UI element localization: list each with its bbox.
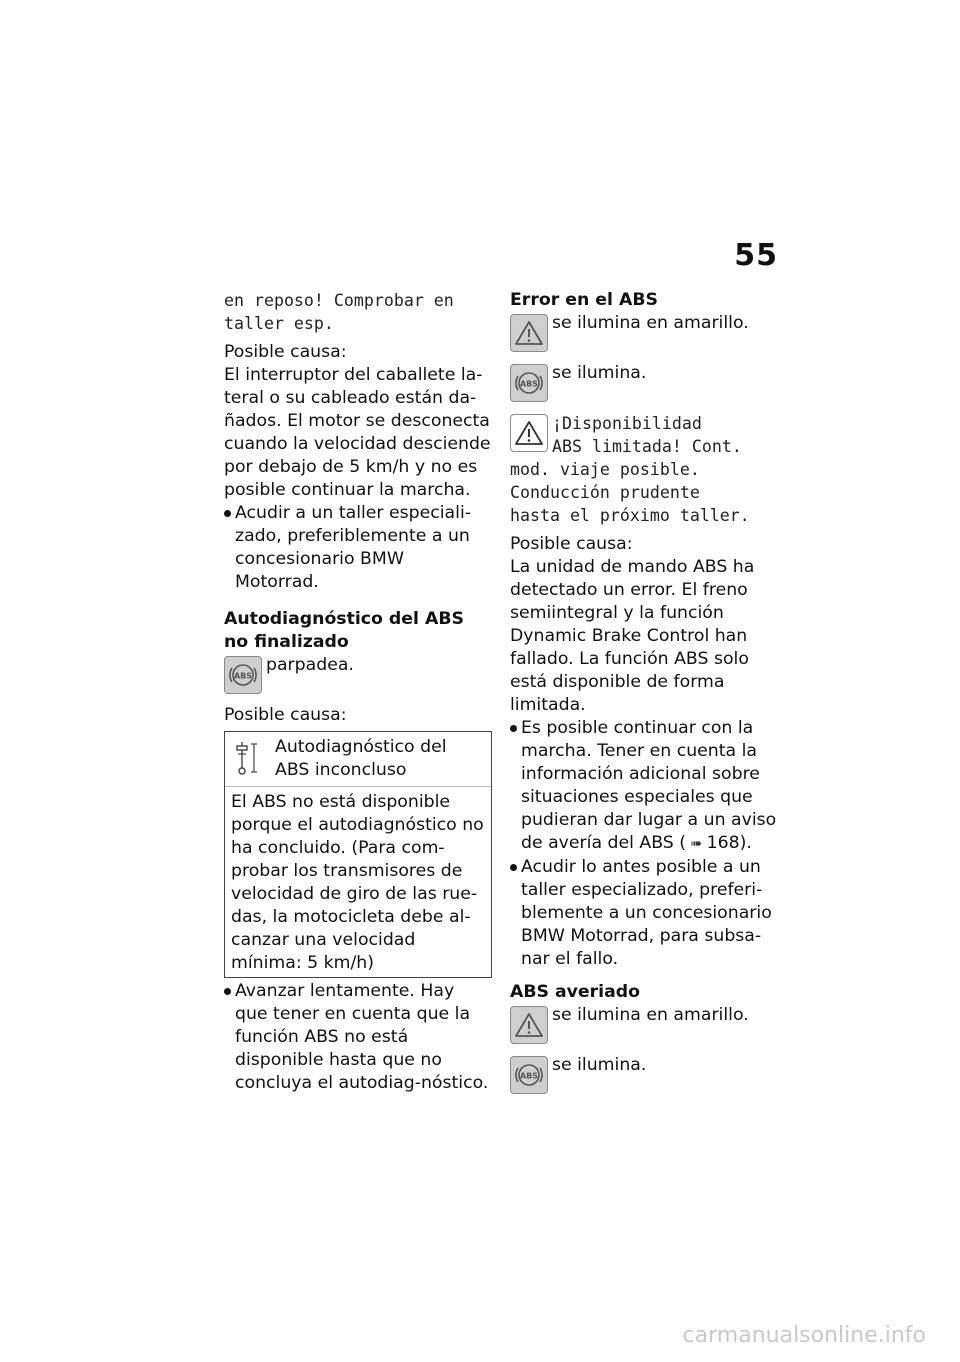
- abs-indicator-text: se ilumina.: [552, 363, 647, 383]
- warning-indicator-row: [510, 312, 780, 352]
- abs-icon: [224, 656, 262, 694]
- watermark: carmanualsonline.info: [682, 1323, 926, 1348]
- display-message-line: Conducción prudente: [510, 483, 700, 502]
- warning-triangle-icon: [510, 314, 548, 352]
- display-message-line: ABS limitada! Cont.: [552, 437, 742, 456]
- warning-triangle-icon: [510, 414, 548, 452]
- section-heading: ABS averiado: [510, 982, 641, 1002]
- cause-label: Posible causa:: [224, 705, 347, 725]
- abs-indicator-row: [224, 654, 492, 694]
- cause-text: El interruptor del caballete la-teral o su cableado están da-ñados. El motor se desconecta cuando la velocidad desciende por debajo de 5 km/h y no es posible continuar la marcha.: [224, 365, 491, 500]
- section-heading: Error en el ABS: [510, 290, 658, 310]
- left-column: [224, 289, 492, 1095]
- abs-indicator-text: se ilumina.: [552, 1055, 647, 1075]
- bullet-item: Es posible continuar con la marcha. Tener en cuenta la información adicional sobre situaciones especiales que pudieran dar lugar a un aviso de avería del ABS ( ➠ 168).: [510, 717, 780, 856]
- svg-text:ABS: ABS: [519, 379, 539, 389]
- display-message-line: hasta el próximo taller.: [510, 506, 750, 525]
- cause-label: Posible causa:: [510, 534, 633, 554]
- bullet-item: Acudir lo antes posible a un taller especializado, preferi-blemente a un concesionario BMW Motorrad, para subsa-nar el fallo.: [510, 856, 780, 971]
- display-message-line: taller esp.: [224, 314, 334, 333]
- display-message-line: mod. viaje posible.: [510, 460, 700, 479]
- info-table: [224, 731, 492, 978]
- display-message-line: en reposo! Comprobar en: [224, 291, 454, 310]
- info-table-body: El ABS no está disponible porque el autodiagnóstico no ha concluido. (Para com-probar los transmisores de velocidad de giro de las rue-das, la motocicleta debe al-canzar una velocidad mínima: 5 km/h): [231, 792, 484, 973]
- cause-label: Posible causa:: [224, 342, 347, 362]
- page-reference[interactable]: 168).: [706, 833, 752, 853]
- warning-indicator-text: se ilumina en amarillo.: [552, 1005, 749, 1025]
- abs-indicator-row: [510, 362, 780, 402]
- info-table-header: [225, 732, 491, 787]
- warning-indicator-text: se ilumina en amarillo.: [552, 313, 749, 333]
- page-number: 55: [734, 238, 778, 273]
- abs-icon: [510, 1056, 548, 1094]
- warning-message-row: [510, 412, 780, 458]
- abs-indicator-text: parpadea.: [266, 655, 354, 675]
- info-table-title: Autodiagnóstico del ABS inconcluso: [275, 737, 447, 780]
- warning-indicator-row: [510, 1004, 780, 1044]
- diagnostic-icon: [231, 736, 269, 780]
- abs-indicator-row: [510, 1054, 780, 1094]
- cause-text: La unidad de mando ABS ha detectado un error. El freno semiintegral y la función Dynamic Brake Control han fallado. La función ABS solo está disponible de forma limitada.: [510, 557, 755, 715]
- right-column: [510, 289, 780, 1094]
- page-reference-arrow-icon: ➠: [686, 836, 707, 852]
- section-heading: Autodiagnóstico del ABS no finalizado: [224, 609, 464, 652]
- bullet-item: Acudir a un taller especiali-zado, preferiblemente a un concesionario BMW Motorrad.: [224, 502, 492, 594]
- bullet-item: Avanzar lentamente. Hay que tener en cuenta que la función ABS no está disponible hasta que no concluya el autodiag-nóstico.: [224, 980, 492, 1095]
- abs-icon: [510, 364, 548, 402]
- svg-text:ABS: ABS: [519, 1071, 539, 1081]
- svg-text:ABS: ABS: [233, 671, 253, 681]
- display-message-line: ¡Disponibilidad: [552, 414, 702, 433]
- warning-triangle-icon: [510, 1006, 548, 1044]
